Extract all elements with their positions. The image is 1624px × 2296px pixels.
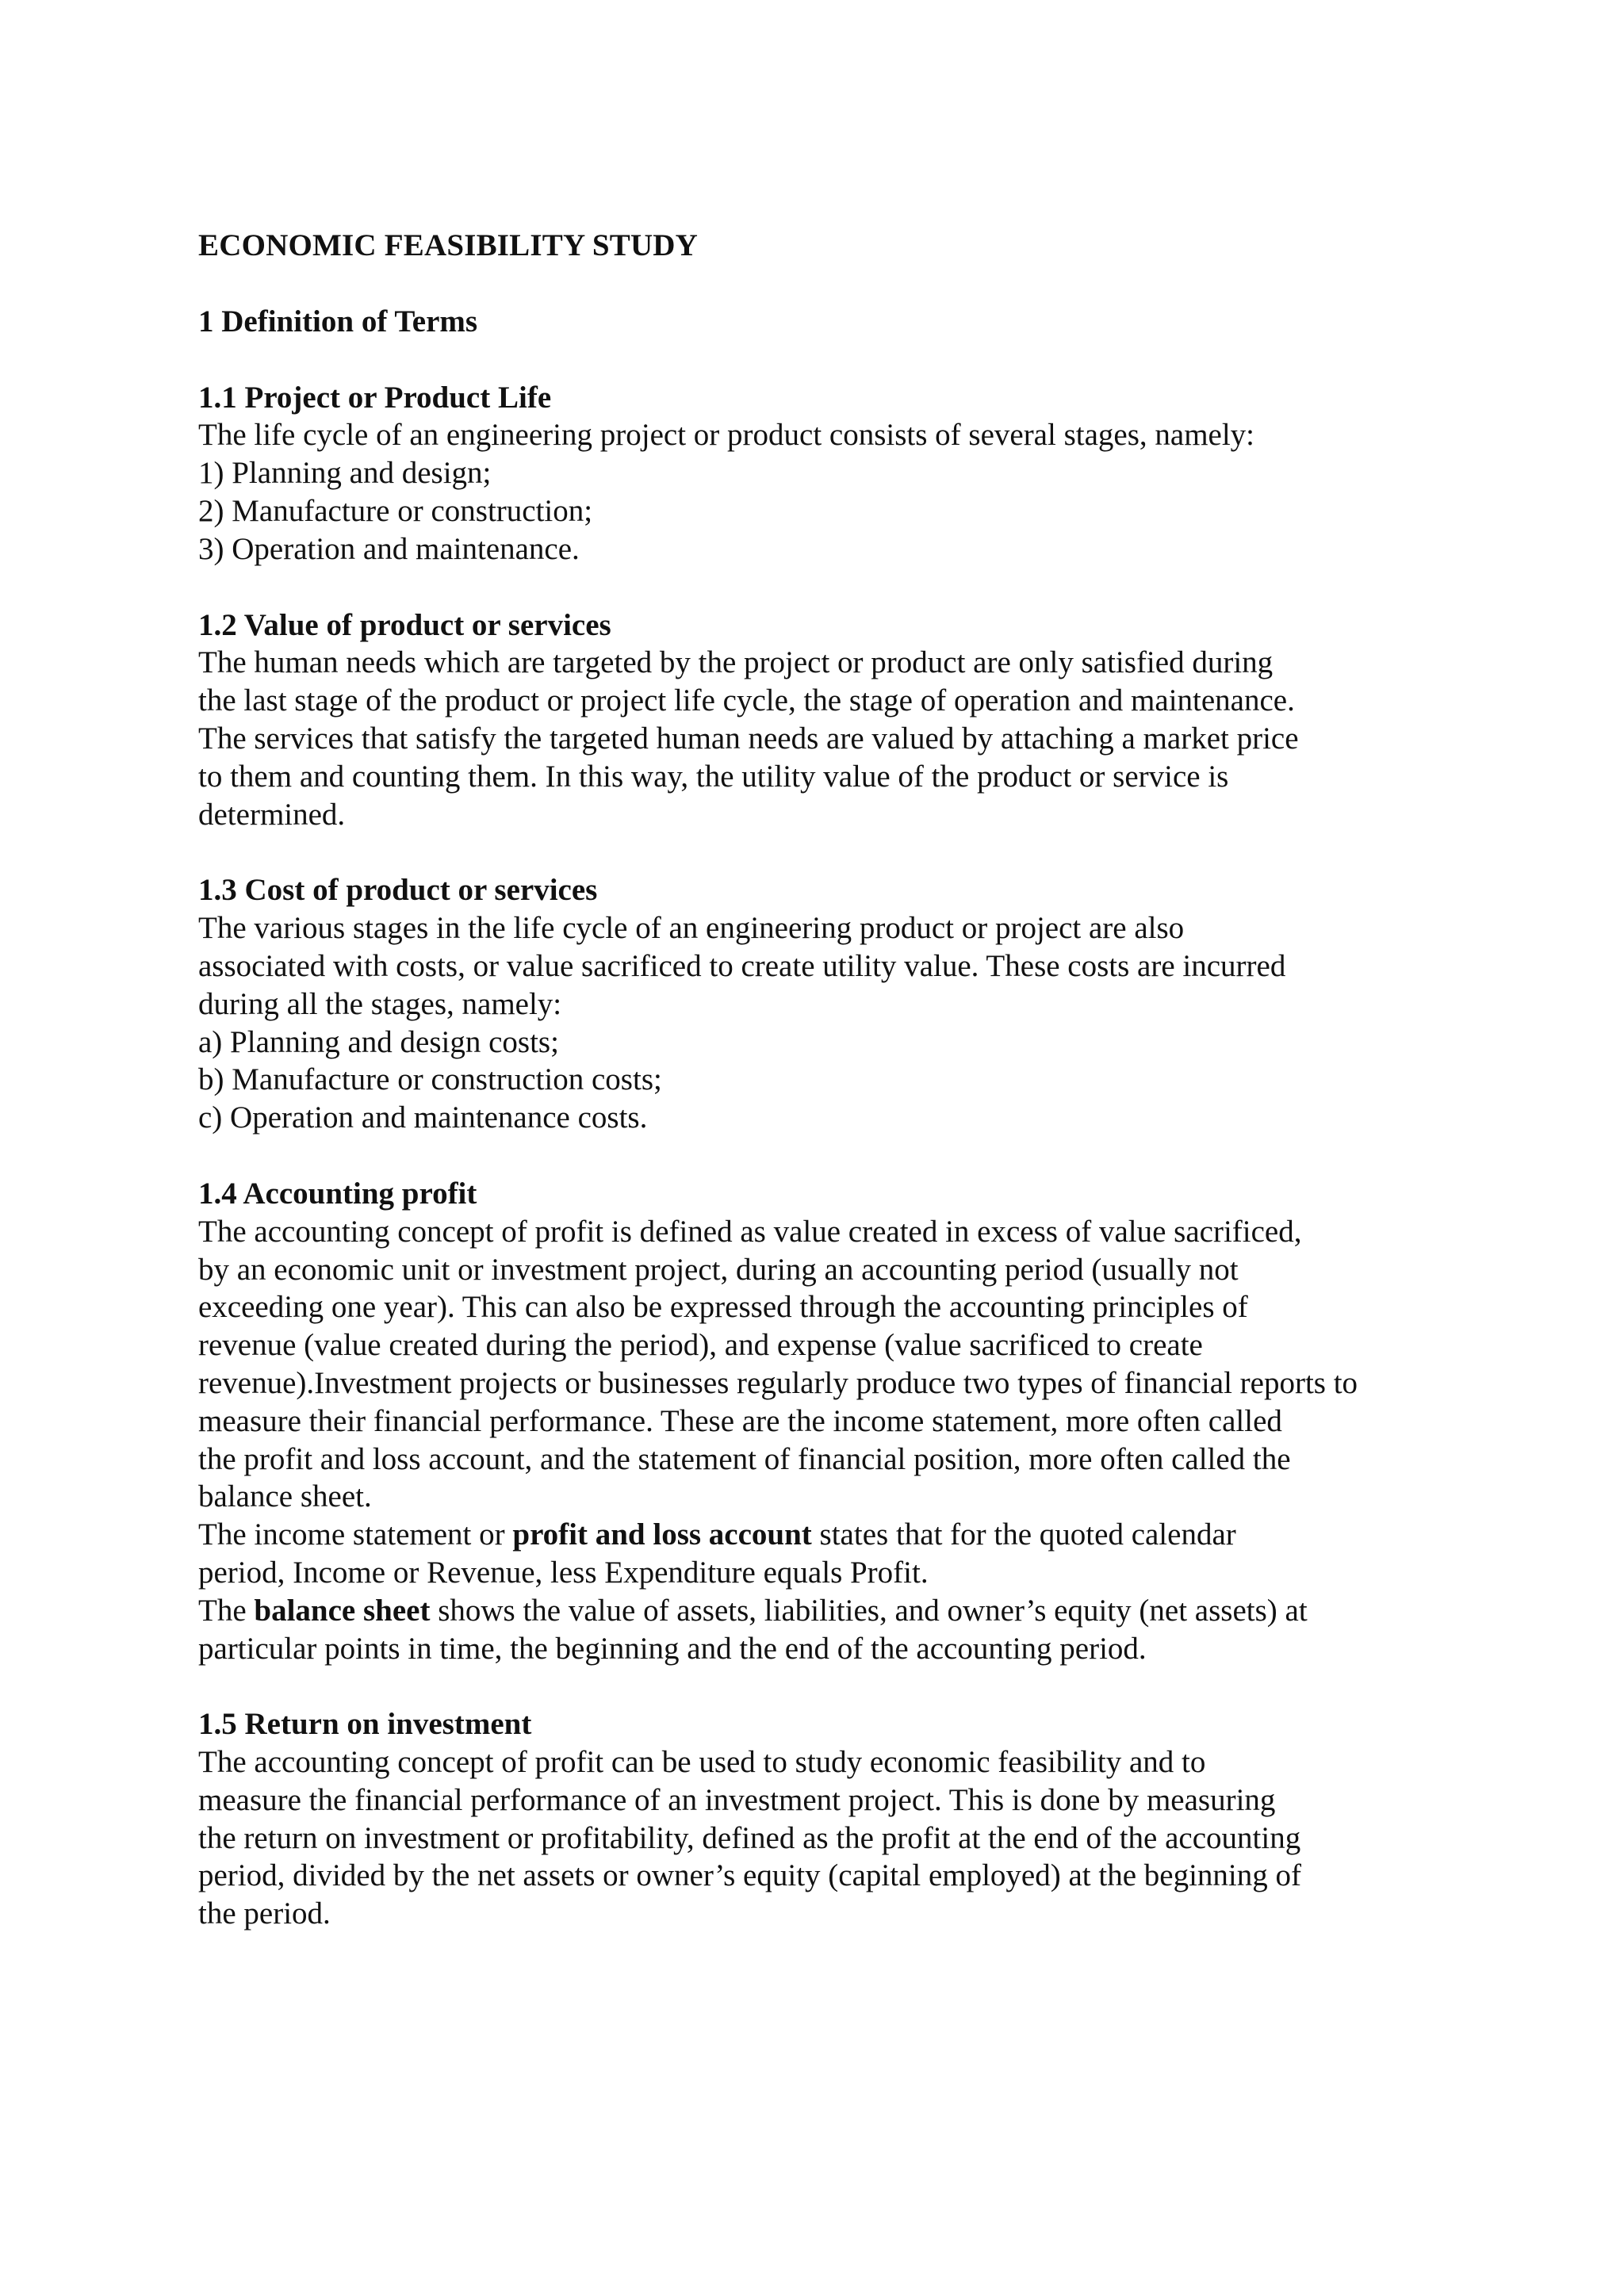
- document-page: [198, 227, 1499, 1971]
- balance-sheet-term: balance sheet: [254, 1593, 431, 1628]
- paragraph-line: revenue (value created during the period), and expense (value sacrificed to create: [198, 1328, 1203, 1363]
- subsection-value: [198, 607, 1499, 834]
- profit-loss-term: profit and loss account: [512, 1517, 812, 1552]
- text-run: shows the value of assets, liabilities, and owner’s equity (net assets) at: [430, 1593, 1308, 1628]
- paragraph-line: The accounting concept of profit can be used to study economic feasibility and to: [198, 1745, 1206, 1780]
- subsection-title: 1.4 Accounting profit: [198, 1176, 477, 1211]
- paragraph-line: The accounting concept of profit is defined as value created in excess of value sacrificed,: [198, 1214, 1302, 1249]
- paragraph-line: to them and counting them. In this way, the utility value of the product or service is: [198, 759, 1229, 794]
- document-title: ECONOMIC FEASIBILITY STUDY: [198, 228, 699, 262]
- subsection-project-life: [198, 379, 1499, 568]
- list-item: 1) Planning and design;: [198, 456, 492, 491]
- paragraph-line: revenue).Investment projects or businesses regularly produce two types of financial reports to: [198, 1365, 1358, 1400]
- paragraph-line: the period.: [198, 1896, 331, 1931]
- paragraph-line: the return on investment or profitability, defined as the profit at the end of the accounting: [198, 1820, 1301, 1855]
- paragraph-line: the last stage of the product or project life cycle, the stage of operation and maintenance.: [198, 683, 1295, 718]
- text-run: The: [198, 1593, 255, 1628]
- paragraph-line: measure their financial performance. These are the income statement, more often called: [198, 1403, 1282, 1438]
- cost-list: [198, 1024, 1499, 1137]
- profit-loss-line: [198, 1516, 1499, 1554]
- subsection-title: 1.1 Project or Product Life: [198, 380, 552, 415]
- paragraph-line: period, Income or Revenue, less Expenditure equals Profit.: [198, 1555, 929, 1590]
- paragraph-line: the profit and loss account, and the statement of financial position, more often called the: [198, 1441, 1291, 1476]
- paragraph-line: The human needs which are targeted by the project or product are only satisfied during: [198, 645, 1274, 680]
- subsection-title: 1.2 Value of product or services: [198, 607, 611, 642]
- subsection-accounting-profit: [198, 1175, 1499, 1667]
- paragraph-line: The life cycle of an engineering project or product consists of several stages, namely:: [198, 418, 1255, 453]
- text-run: The income statement or: [198, 1517, 513, 1552]
- paragraph-line: balance sheet.: [198, 1479, 372, 1514]
- list-item: b) Manufacture or construction costs;: [198, 1062, 662, 1097]
- list-item: c) Operation and maintenance costs.: [198, 1100, 648, 1135]
- list-item: a) Planning and design costs;: [198, 1024, 559, 1059]
- paragraph-line: The various stages in the life cycle of an engineering product or project are also: [198, 911, 1185, 946]
- paragraph-line: exceeding one year). This can also be expressed through the accounting principles of: [198, 1290, 1248, 1325]
- text-run: states that for the quoted calendar: [811, 1517, 1236, 1552]
- stage-list: [198, 454, 1499, 568]
- list-item: 3) Operation and maintenance.: [198, 531, 580, 566]
- paragraph-line: period, divided by the net assets or owner’s equity (capital employed) at the beginning of: [198, 1858, 1301, 1893]
- paragraph-line: associated with costs, or value sacrificed to create utility value. These costs are incurred: [198, 948, 1286, 983]
- paragraph-line: particular points in time, the beginning and the end of the accounting period.: [198, 1631, 1147, 1666]
- section-title-definitions: 1 Definition of Terms: [198, 304, 478, 339]
- subsection-cost: [198, 871, 1499, 1137]
- balance-sheet-line: [198, 1592, 1499, 1630]
- paragraph-line: during all the stages, namely:: [198, 986, 562, 1021]
- subsection-title: 1.3 Cost of product or services: [198, 873, 598, 908]
- subsection-return-on-investment: [198, 1705, 1499, 1933]
- paragraph-line: The services that satisfy the targeted human needs are valued by attaching a market price: [198, 721, 1299, 756]
- paragraph-line: by an economic unit or investment project, during an accounting period (usually not: [198, 1252, 1239, 1287]
- paragraph-line: measure the financial performance of an investment project. This is done by measuring: [198, 1782, 1276, 1817]
- list-item: 2) Manufacture or construction;: [198, 493, 593, 528]
- paragraph-line: determined.: [198, 797, 346, 832]
- subsection-title: 1.5 Return on investment: [198, 1707, 532, 1742]
